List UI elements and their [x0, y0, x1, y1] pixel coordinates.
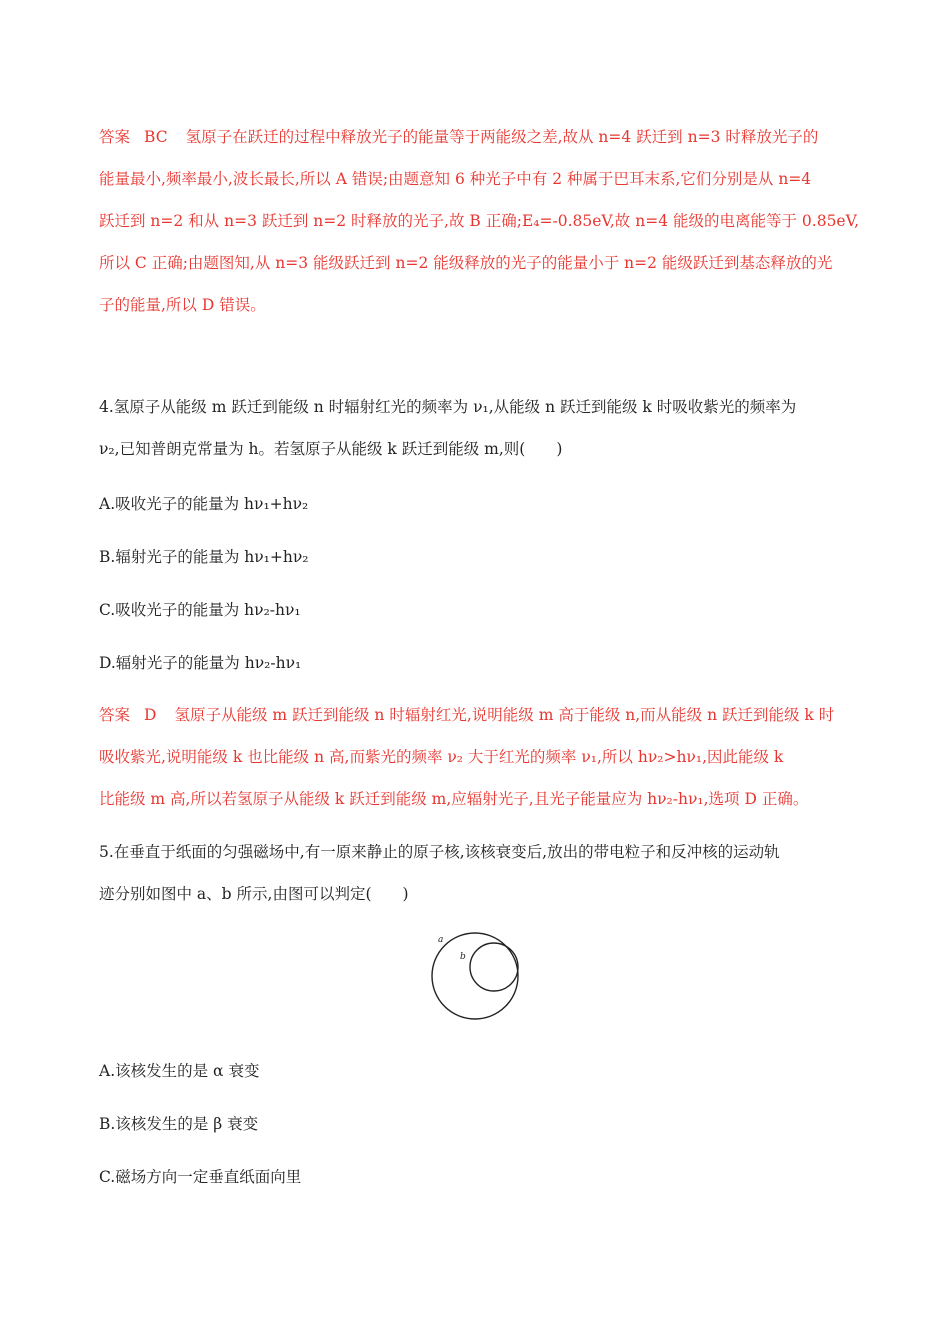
answer-text: 氢原子在跃迁的过程中释放光子的能量等于两能级之差,故从 n=4 跃迁到 n=3 时释放光子的	[185, 128, 819, 146]
q4-option-d: D.辐射光子的能量为 hν₂-hν₁	[99, 654, 302, 672]
answer-label: 答案	[99, 128, 131, 146]
track-a-label: a	[438, 935, 444, 945]
q3-answer-line-1	[99, 116, 859, 158]
q4-option-b: B.辐射光子的能量为 hν₁+hν₂	[99, 548, 309, 566]
q3-answer-line-3: 跃迁到 n=2 和从 n=3 跃迁到 n=2 时释放的光子,故 B 正确;E₄=-0.85eV,故 n=4 能级的电离能等于 0.85eV,	[99, 212, 860, 230]
q4-stem-line-1: 4.氢原子从能级 m 跃迁到能级 n 时辐射红光的频率为 ν₁,从能级 n 跃迁到能级 k 时吸收紫光的频率为	[99, 398, 797, 416]
track-figure	[420, 924, 530, 1024]
q4-option-c: C.吸收光子的能量为 hν₂-hν₁	[99, 601, 301, 619]
q3-answer-line-4: 所以 C 正确;由题图知,从 n=3 能级跃迁到 n=2 能级释放的光子的能量小于 n=2 能级跃迁到基态释放的光	[99, 254, 833, 272]
q5-option-a: A.该核发生的是 α 衰变	[99, 1062, 260, 1080]
q4-stem-line-2: ν₂,已知普朗克常量为 h。若氢原子从能级 k 跃迁到能级 m,则( )	[99, 440, 563, 458]
track-b-circle	[470, 943, 518, 991]
answer-label: 答案	[99, 706, 131, 724]
q5-option-b: B.该核发生的是 β 衰变	[99, 1115, 259, 1133]
q3-answer-line-5: 子的能量,所以 D 错误。	[99, 296, 266, 314]
q4-answer-line-2: 吸收紫光,说明能级 k 也比能级 n 高,而紫光的频率 ν₂ 大于红光的频率 ν₁,所以 hν₂>hν₁,因此能级 k	[99, 748, 784, 766]
q4-answer	[99, 694, 859, 820]
q4-answer-line-1	[99, 694, 859, 736]
answer-choice: BC	[144, 128, 168, 146]
q3-answer-line-2: 能量最小,频率最小,波长最长,所以 A 错误;由题意知 6 种光子中有 2 种属于巴耳末系,它们分别是从 n=4	[99, 170, 812, 188]
q5-stem-line-2: 迹分别如图中 a、b 所示,由图可以判定( )	[99, 885, 409, 903]
track-b-label: b	[460, 952, 466, 962]
q4-answer-line-3: 比能级 m 高,所以若氢原子从能级 k 跃迁到能级 m,应辐射光子,且光子能量应为 hν₂-hν₁,选项 D 正确。	[99, 790, 809, 808]
answer-choice: D	[144, 706, 157, 724]
q5-stem-line-1: 5.在垂直于纸面的匀强磁场中,有一原来静止的原子核,该核衰变后,放出的带电粒子和反冲核的运动轨	[99, 843, 780, 861]
q4-option-a: A.吸收光子的能量为 hν₁+hν₂	[99, 495, 309, 513]
q5-stem	[99, 831, 859, 915]
q5-option-c: C.磁场方向一定垂直纸面向里	[99, 1168, 302, 1186]
q3-answer	[99, 116, 859, 326]
q4-stem	[99, 386, 859, 470]
answer-text: 氢原子从能级 m 跃迁到能级 n 时辐射红光,说明能级 m 高于能级 n,而从能级 n 跃迁到能级 k 时	[174, 706, 835, 724]
